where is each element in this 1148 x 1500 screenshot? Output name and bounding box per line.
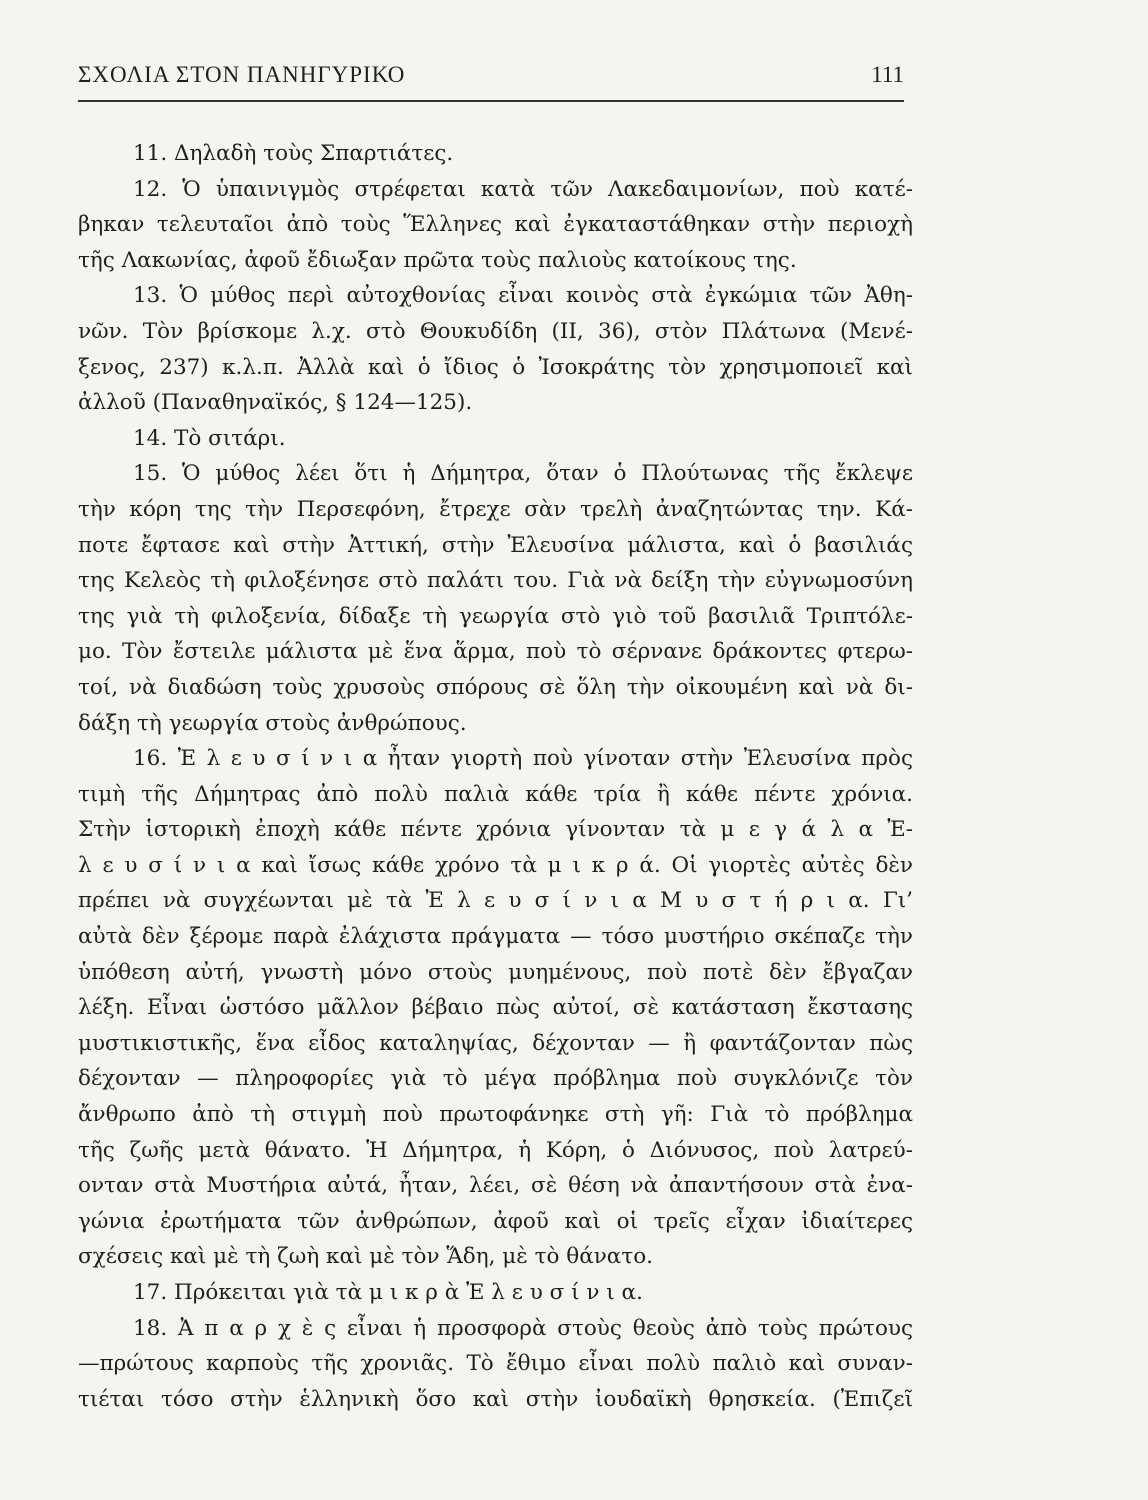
text-line: δάξη τὴ γεωργία στοὺς ἀνθρώπους. xyxy=(78,710,467,736)
note-16: 16. Ἐ λ ε υ σ ί ν ι α ἦταν γιορτὴ ποὺ γίνοταν στὴν Ἐλευσίνα πρὸς xyxy=(133,746,913,772)
note-18: 18. Ἀ π α ρ χ ὲ ς εἶναι ἡ προσφορὰ στοὺς θεοὺς ἀπὸ τοὺς πρώτους xyxy=(133,1315,913,1341)
text-line: δέχονταν — πληροφορίες γιὰ τὸ μέγα πρόβλημα ποὺ συγκλόνιζε τὸν xyxy=(78,1066,913,1092)
text-line: μυστικιστικῆς, ἕνα εἶδος καταληψίας, δέχονταν — ἢ φαντάζονταν πὼς xyxy=(78,1030,913,1056)
text-line: τῆς ζωῆς μετὰ θάνατο. Ἡ Δήμητρα, ἡ Κόρη, ὁ Διόνυσος, ποὺ λατρεύ- xyxy=(78,1137,913,1163)
text-line: μο. Τὸν ἔστειλε μάλιστα μὲ ἕνα ἅρμα, ποὺ τὸ σέρνανε δράκοντες φτερω- xyxy=(78,639,913,665)
text-line: —πρώτους καρποὺς τῆς χρονιᾶς. Τὸ ἔθιμο εἶναι πολὺ παλιὸ καὶ συναν- xyxy=(78,1351,913,1377)
text-line: λέξη. Εἶναι ὡστόσο μᾶλλον βέβαιο πὼς αὐτοί, σὲ κατάσταση ἔκστασης xyxy=(78,995,913,1021)
note-15: 15. Ὁ μύθος λέει ὅτι ἡ Δήμητρα, ὅταν ὁ Πλούτωνας τῆς ἔκλεψε xyxy=(133,461,913,487)
text-line: ἀλλοῦ (Παναθηναϊκός, § 124—125). xyxy=(78,390,473,416)
notes-body xyxy=(78,136,913,1417)
page-header xyxy=(78,62,904,102)
text-line: τὴν κόρη της τὴν Περσεφόνη, ἔτρεχε σὰν τρελὴ ἀναζητώντας την. Κά- xyxy=(78,496,913,522)
page-number: 111 xyxy=(871,62,904,87)
text-line: ξενος, 237) κ.λ.π. Ἀλλὰ καὶ ὁ ἴδιος ὁ Ἰσοκράτης τὸν χρησιμοποιεῖ καὶ xyxy=(78,354,913,380)
text-line: ὑπόθεση αὐτή, γνωστὴ μόνο στοὺς μυημένους, ποὺ ποτὲ δὲν ἔβγαζαν xyxy=(78,959,913,985)
text-line: τῆς Λακωνίας, ἀφοῦ ἔδιωξαν πρῶτα τοὺς παλιοὺς κατοίκους της. xyxy=(78,247,797,273)
running-title: ΣΧΟΛΙΑ ΣΤΟΝ ΠΑΝΗΓΥΡΙΚΟ xyxy=(78,62,406,87)
text-line: τιμὴ τῆς Δήμητρας ἀπὸ πολὺ παλιὰ κάθε τρία ἢ κάθε πέντε χρόνια. xyxy=(78,781,913,807)
text-line: νῶν. Τὸν βρίσκομε λ.χ. στὸ Θουκυδίδη (ΙΙ, 36), στὸν Πλάτωνα (Μενέ- xyxy=(78,318,913,344)
text-line: ἄνθρωπο ἀπὸ τὴ στιγμὴ ποὺ πρωτοφάνηκε στὴ γῆ: Γιὰ τὸ πρόβλημα xyxy=(78,1102,913,1128)
text-line: της γιὰ τὴ φιλοξενία, δίδαξε τὴ γεωργία στὸ γιὸ τοῦ βασιλιᾶ Τριπτόλε- xyxy=(78,603,913,629)
text-line: της Κελεὸς τὴ φιλοξένησε στὸ παλάτι του. Γιὰ νὰ δείξη τὴν εὐγνωμοσύνη xyxy=(78,568,913,594)
note-17: 17. Πρόκειται γιὰ τὰ μ ι κ ρ ὰ Ἐ λ ε υ σ ί ν ι α. xyxy=(133,1280,643,1305)
text-line: τοί, νὰ διαδώση τοὺς χρυσοὺς σπόρους σὲ ὅλη τὴν οἰκουμένη καὶ νὰ δι- xyxy=(78,674,913,700)
text-line: λ ε υ σ ί ν ι α καὶ ἴσως κάθε χρόνο τὰ μ ι κ ρ ά. Οἱ γιορτὲς αὐτὲς δὲν xyxy=(78,852,913,878)
note-11: 11. Δηλαδὴ τοὺς Σπαρτιάτες. xyxy=(133,141,454,166)
note-12: 12. Ὁ ὑπαινιγμὸς στρέφεται κατὰ τῶν Λακεδαιμονίων, ποὺ κατέ- xyxy=(133,176,913,202)
text-line: σχέσεις καὶ μὲ τὴ ζωὴ καὶ μὲ τὸν Ἅδη, μὲ τὸ θάνατο. xyxy=(78,1244,653,1270)
text-line: πρέπει νὰ συγχέωνται μὲ τὰ Ἐ λ ε υ σ ί ν ι α Μ υ σ τ ή ρ ι α. Γι’ xyxy=(78,888,913,914)
text-line: τιέται τόσο στὴν ἑλληνικὴ ὅσο καὶ στὴν ἰουδαϊκὴ θρησκεία. (Ἐπιζεῖ xyxy=(78,1386,913,1412)
text-line: γώνια ἐρωτήματα τῶν ἀνθρώπων, ἀφοῦ καὶ οἱ τρεῖς εἶχαν ἰδιαίτερες xyxy=(78,1208,913,1234)
note-14: 14. Τὸ σιτάρι. xyxy=(133,425,286,451)
note-13: 13. Ὁ μύθος περὶ αὐτοχθονίας εἶναι κοινὸς στὰ ἐγκώμια τῶν Ἀθη- xyxy=(133,283,913,309)
text-line: Στὴν ἱστορικὴ ἐποχὴ κάθε πέντε χρόνια γίνονταν τὰ μ ε γ ά λ α Ἐ- xyxy=(78,817,913,843)
text-line: ονταν στὰ Μυστήρια αὐτά, ἦταν, λέει, σὲ θέση νὰ ἀπαντήσουν στὰ ἐνα- xyxy=(78,1173,913,1199)
text-line: αὐτὰ δὲν ξέρομε παρὰ ἐλάχιστα πράγματα — τόσο μυστήριο σκέπαζε τὴν xyxy=(78,924,913,950)
text-line: βηκαν τελευταῖοι ἀπὸ τοὺς Ἕλληνες καὶ ἐγκαταστάθηκαν στὴν περιοχὴ xyxy=(78,212,913,238)
text-line: ποτε ἔφτασε καὶ στὴν Ἀττική, στὴν Ἐλευσίνα μάλιστα, καὶ ὁ βασιλιάς xyxy=(78,532,913,558)
